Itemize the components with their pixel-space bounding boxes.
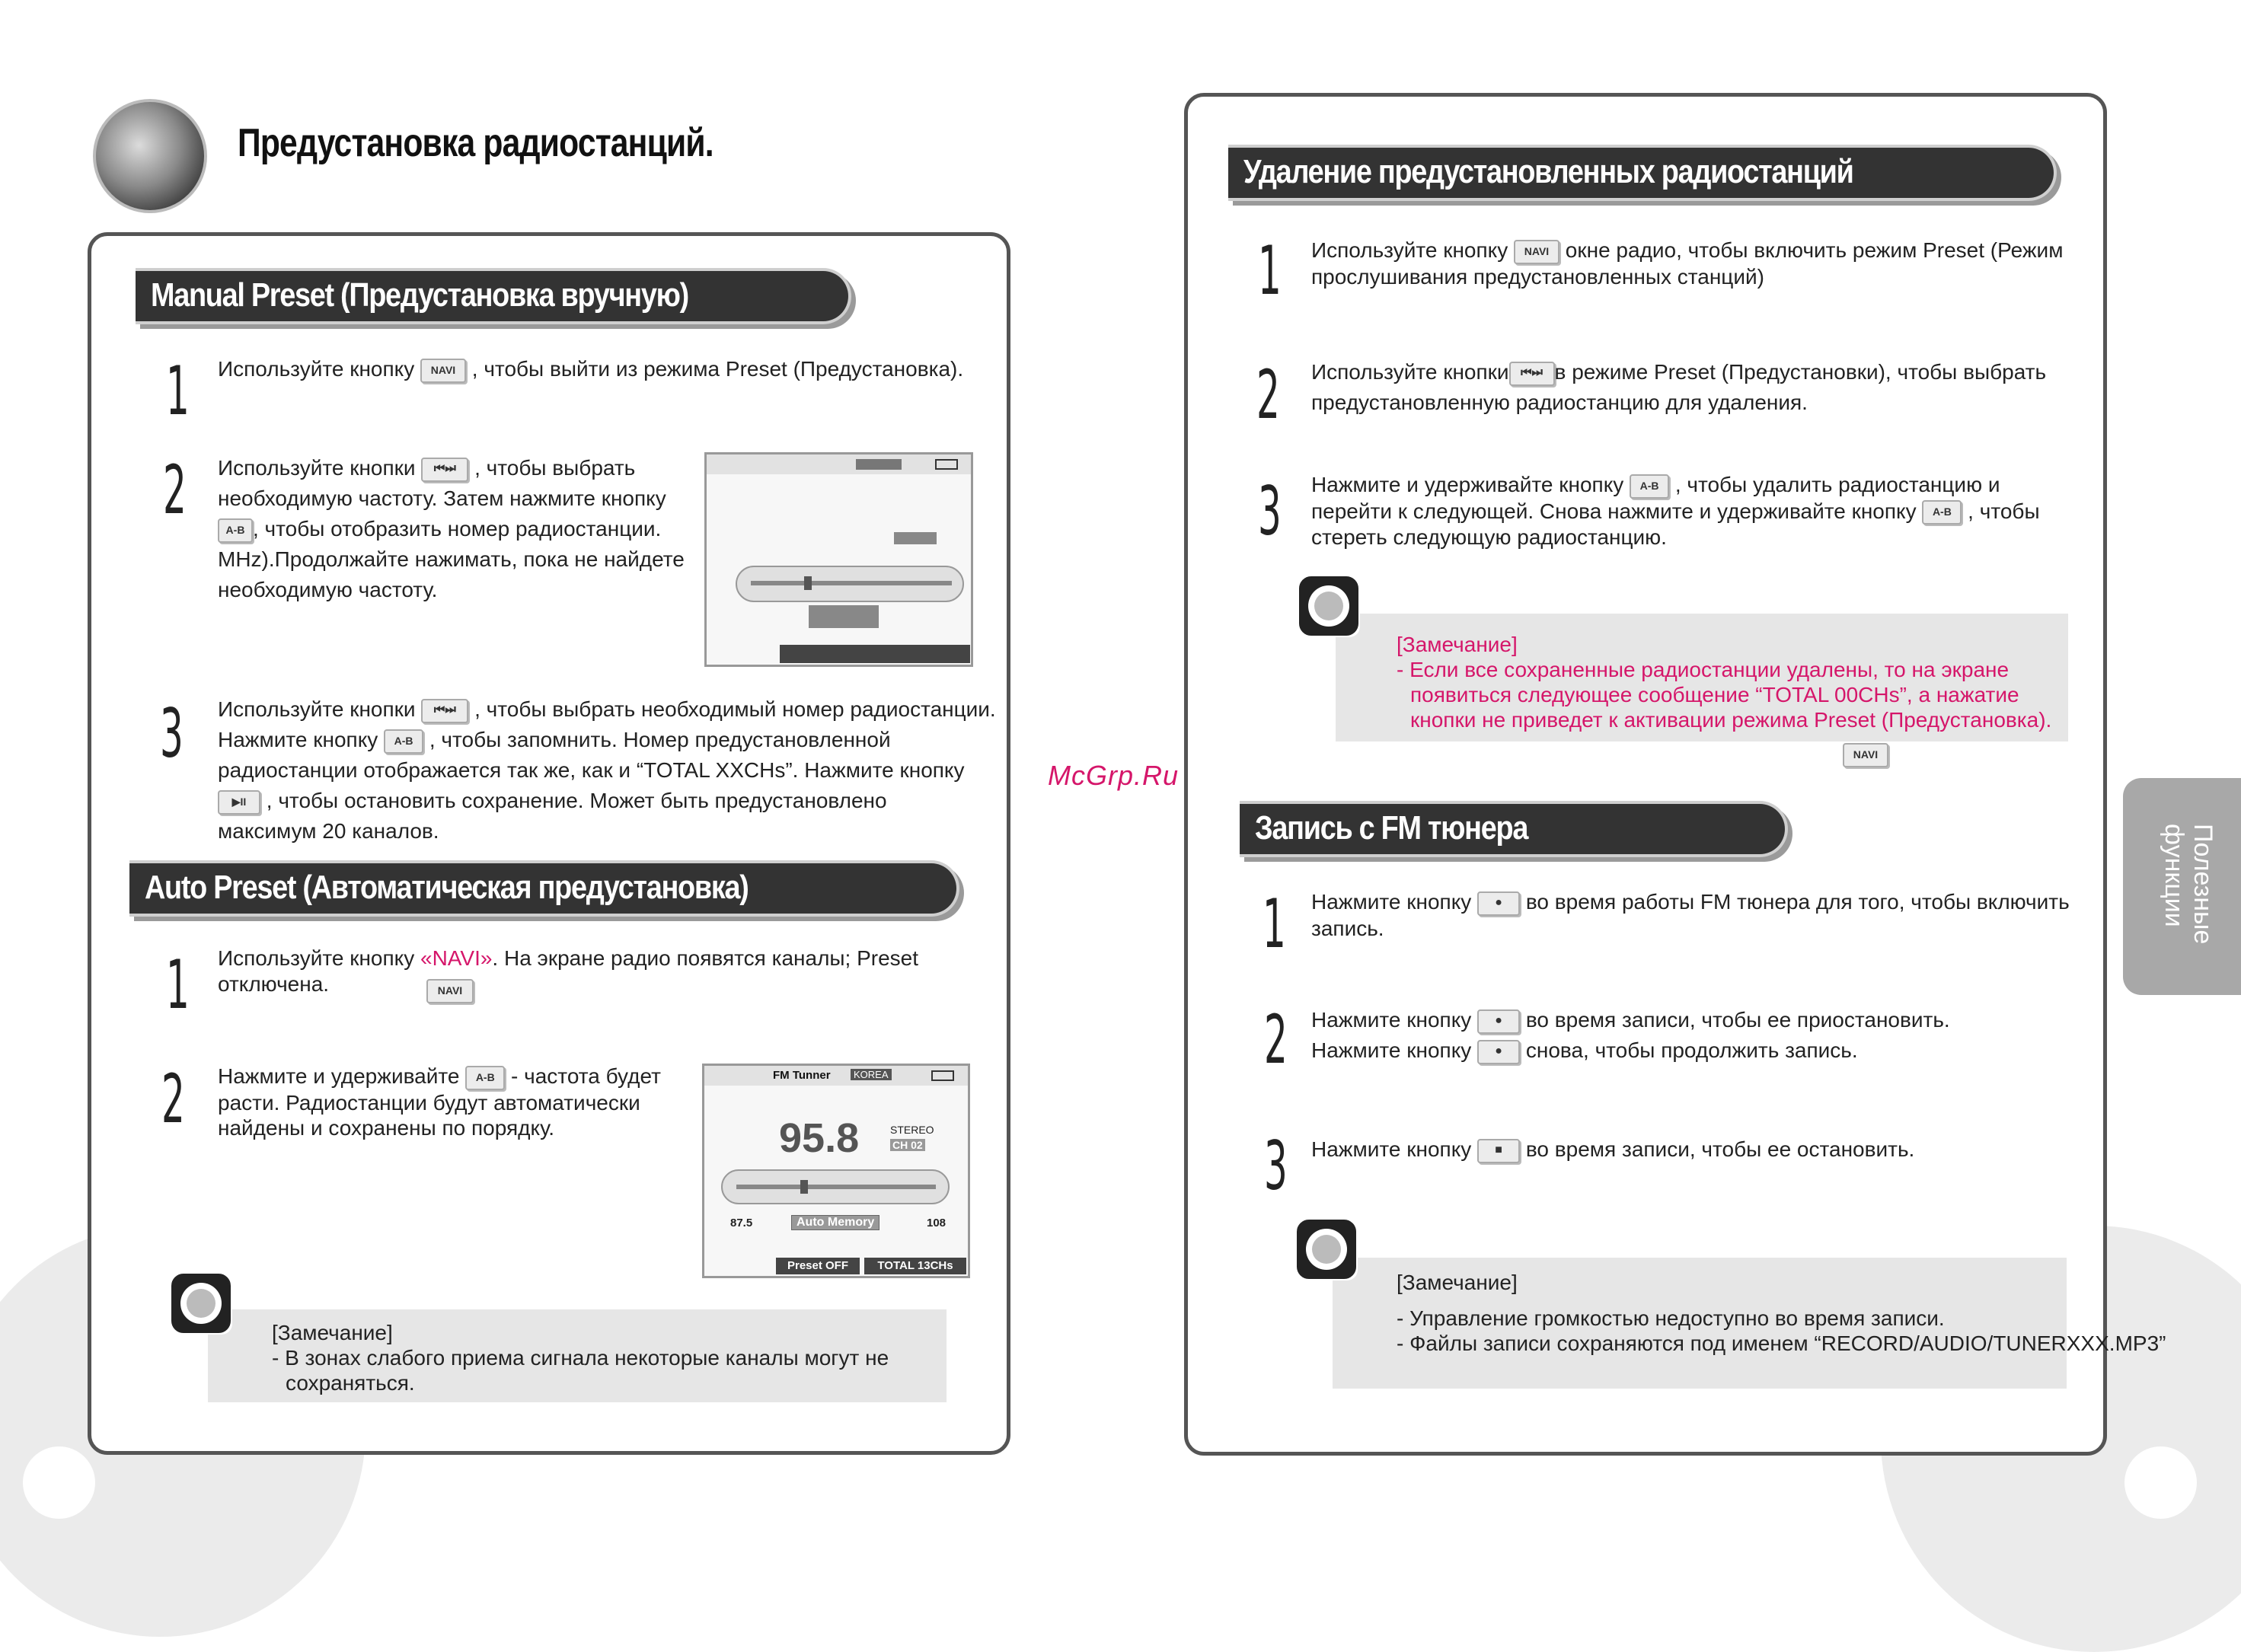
record-button: ●	[1477, 1040, 1520, 1064]
page-title: Предустановка радиостанций.	[238, 121, 713, 165]
step-number: 1	[166, 946, 190, 1024]
screen-title-block	[856, 459, 902, 470]
step-number: 3	[1258, 472, 1282, 550]
note-icon	[171, 1274, 232, 1335]
side-tab-label: Полезные функции	[2160, 824, 2217, 945]
slider-track	[736, 1185, 936, 1189]
slider-knob	[804, 576, 812, 590]
ab-button: A-B	[218, 518, 253, 543]
step-number: 1	[166, 352, 190, 430]
ab-button: A-B	[1630, 474, 1669, 499]
delete-step1-text: Используйте кнопку NAVI окне радио, чтобы включить режим Preset (Режим прослушивания предустановленных станций)	[1311, 238, 2064, 289]
auto-preset-header: Auto Preset (Автоматическая предустановка)	[129, 860, 959, 917]
slider-knob	[800, 1180, 808, 1194]
skip-buttons-icon: ⏮⏭	[421, 699, 468, 723]
watermark: McGrp.Ru	[1048, 760, 1180, 791]
navi-button: NAVI	[420, 359, 466, 383]
manual-tuner-screen	[704, 452, 973, 667]
stop-button: ■	[1477, 1139, 1520, 1163]
auto-tuner-screen	[702, 1064, 970, 1278]
screen-mode-block	[809, 605, 879, 628]
navi-button: NAVI	[426, 979, 474, 1003]
screen-region-badge: KOREA	[851, 1069, 892, 1080]
delete-step2-text: Используйте кнопки ⏮⏭ в режиме Preset (Предустановки), чтобы выбрать предустановленную радиостанцию для удаления.	[1311, 360, 2047, 414]
screen-status-bar	[707, 454, 971, 474]
step-number: 1	[1258, 231, 1282, 310]
delete-note-text: [Замечание] - Если все сохраненные радиостанции удалены, то на экране появиться следующее сообщение “TOTAL 00CHs”, а нажатие кнопки не приведет к активации режима Preset (Предустановка).	[1397, 633, 2052, 732]
background-disc-right-hole	[2124, 1446, 2197, 1519]
screen-max-frequency: 108	[927, 1217, 947, 1229]
record-step3-text: Нажмите кнопку ■ во время записи, чтобы ее остановить.	[1311, 1134, 2073, 1165]
title-logo-icon	[93, 99, 207, 213]
section-side-tab	[2123, 778, 2241, 995]
manual-step2-text: Используйте кнопки ⏮⏭ , чтобы выбрать необходимую частоту. Затем нажмите кнопку A-B , чтобы отобразить номер радиостанции. MHz).Продолжайте нажимать, пока не найдете необходимую частоту.	[218, 456, 685, 601]
screen-min-frequency: 87.5	[730, 1217, 753, 1229]
ab-button: A-B	[384, 729, 423, 754]
step-number: 3	[160, 694, 184, 773]
background-disc-left-hole	[23, 1446, 95, 1519]
step-number: 2	[1256, 356, 1280, 434]
note-icon	[1299, 576, 1360, 637]
ab-button: A-B	[465, 1066, 505, 1090]
screen-app-title: FM Tunner	[773, 1069, 831, 1082]
skip-buttons-icon: ⏮⏭	[1509, 362, 1555, 386]
record-button: ●	[1477, 1009, 1520, 1034]
play-pause-button: ▶II	[218, 790, 260, 815]
screen-frequency: 95.8	[779, 1115, 860, 1161]
step-number: 2	[163, 451, 187, 529]
delete-step3-text: Нажмите и удерживайте кнопку A-B , чтобы удалить радиостанцию и перейти к следующей. Снова нажмите и удерживайте кнопку A-B , чтобы стереть следующую радиостанцию.	[1311, 473, 2040, 550]
ab-button: A-B	[1922, 500, 1962, 525]
navi-button: NAVI	[1514, 240, 1559, 264]
record-button: ●	[1477, 891, 1520, 916]
screen-status-bar	[704, 1066, 968, 1086]
screen-mode-label: Auto Memory	[791, 1215, 879, 1230]
step-number: 3	[1264, 1127, 1288, 1205]
step-number: 1	[1263, 885, 1286, 963]
fm-record-header: Запись с FM тюнера	[1240, 801, 1788, 857]
screen-preset-status: Preset OFF	[776, 1258, 860, 1274]
manual-step1-text: Используйте кнопку NAVI , чтобы выйти из режима Preset (Предустановка).	[218, 354, 963, 384]
step-number: 2	[161, 1060, 185, 1138]
skip-buttons-icon: ⏮⏭	[421, 458, 468, 482]
manual-step3-text: Используйте кнопки ⏮⏭ , чтобы выбрать необходимый номер радиостанции. Нажмите кнопку A-B , чтобы запомнить. Номер предустановленной радиостанции отображается так же, как и “TOTAL XXCHs”. Нажмите кнопку ▶II , чтобы остановить сохранение. Может быть предустановлено максимум 20 каналов.	[218, 697, 996, 843]
screen-total-channels: TOTAL 13CHs	[864, 1258, 966, 1274]
record-step1-text: Нажмите кнопку ● во время работы FM тюнера для того, чтобы включить запись.	[1311, 890, 2070, 940]
battery-icon	[931, 1070, 954, 1081]
screen-channel-label: CH 02	[890, 1139, 925, 1151]
auto-step2-text: Нажмите и удерживайте A-B - частота будет расти. Радиостанции будут автоматически найдены и сохранены по порядку.	[218, 1064, 661, 1140]
screen-bottom-bar	[780, 645, 970, 663]
battery-icon	[935, 459, 958, 470]
screen-frequency-block	[894, 532, 937, 544]
note-icon	[1297, 1220, 1358, 1280]
manual-preset-header: Manual Preset (Предустановка вручную)	[136, 268, 851, 324]
auto-note-text: [Замечание] - В зонах слабого приема сигнала некоторые каналы могут не сохраняться.	[272, 1321, 889, 1395]
delete-presets-header: Удаление предустановленных радиостанций	[1228, 145, 2057, 201]
slider-track	[751, 581, 952, 585]
record-note-text: [Замечание] - Управление громкостью недоступно во время записи. - Файлы записи сохраняются под именем “RECORD/AUDIO/TUNERXXX.MP3”	[1397, 1271, 2166, 1355]
navi-button: NAVI	[1843, 743, 1888, 767]
record-step2-text: Нажмите кнопку ● во время записи, чтобы ее приостановить. Нажмите кнопку ● снова, чтобы продолжить запись.	[1311, 1005, 2073, 1066]
auto-step1-text: Используйте кнопку «NAVI». На экране радио появятся каналы; Preset отключена.	[218, 946, 919, 996]
step-number: 2	[1264, 1000, 1288, 1079]
screen-stereo-label: STEREO	[890, 1124, 934, 1136]
